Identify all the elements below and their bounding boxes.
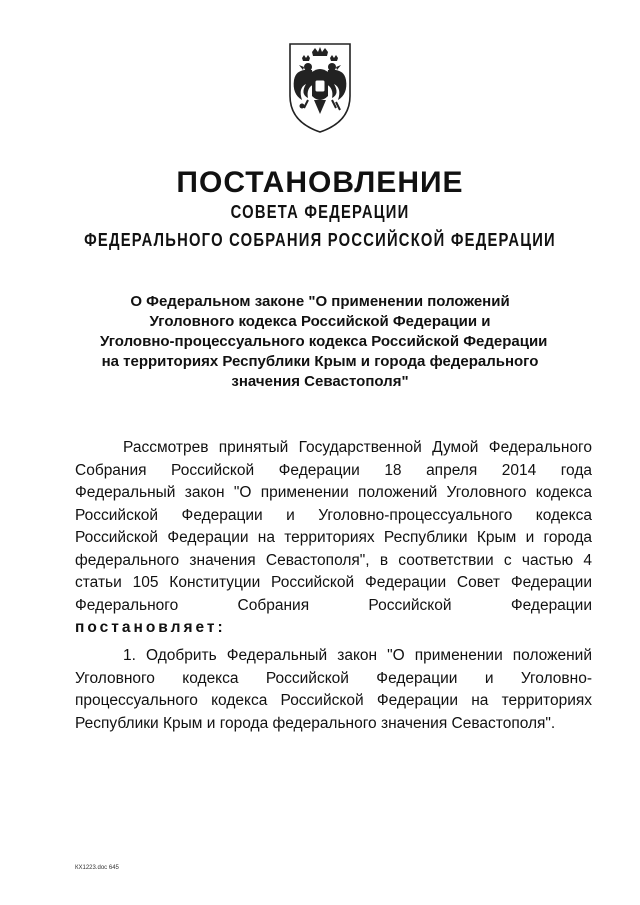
paragraph-line: федерального значения Севастополя", в соответствии с частью 4 [75,551,592,569]
resolution-item-1 [75,645,592,735]
paragraph-line: Собрания Российской Федерации 18 апреля 2014 года [75,461,592,479]
paragraph-line: Российской Федерации и Уголовно-процессуального кодекса [75,506,592,524]
paragraph-line: процессуального кодекса Российской Федерации на территориях [75,692,592,709]
document-subject [100,292,548,392]
document-title: ПОСТАНОВЛЕНИЕ [176,166,464,199]
paragraph-line: Рассмотрев принятый Государственной Думой Федерального [123,439,592,456]
subject-line: Уголовного кодекса Российской Федерации и [149,313,491,330]
subject-line: на территориях Республики Крым и города федерального [101,353,539,370]
paragraph-line: Уголовного кодекса Российской Федерации и Уголовно- [75,669,592,687]
subject-line: значения Севастополя" [231,373,409,390]
issuing-body-line1: СОВЕТА ФЕДЕРАЦИИ [230,202,410,222]
paragraph-line: статьи 105 Конституции Российской Федерации Совет Федерации [75,574,592,591]
document-code: КХ1223.doc 645 [75,865,119,871]
paragraph-line: Республики Крым и города федерального значения Севастополя". [75,714,556,732]
paragraph-line: Федеральный закон "О применении положений Уголовного кодекса [75,484,592,501]
paragraph-line: 1. Одобрить Федеральный закон "О применении положений [123,647,592,664]
paragraph-line: Федерального Собрания Российской Федерации [75,596,592,614]
subject-line: О Федеральном законе "О применении положений [130,293,510,310]
coat-of-arms-icon [282,40,358,136]
issuing-body-line2: ФЕДЕРАЛЬНОГО СОБРАНИЯ РОССИЙСКОЙ ФЕДЕРАЦИИ [84,230,556,250]
resolves-word: постановляет: [75,619,226,636]
paragraph-line: Российской Федерации на территориях Республики Крым и города [75,529,592,546]
subject-line: Уголовно-процессуального кодекса Российской Федерации [100,333,548,350]
preamble-paragraph [75,437,592,640]
